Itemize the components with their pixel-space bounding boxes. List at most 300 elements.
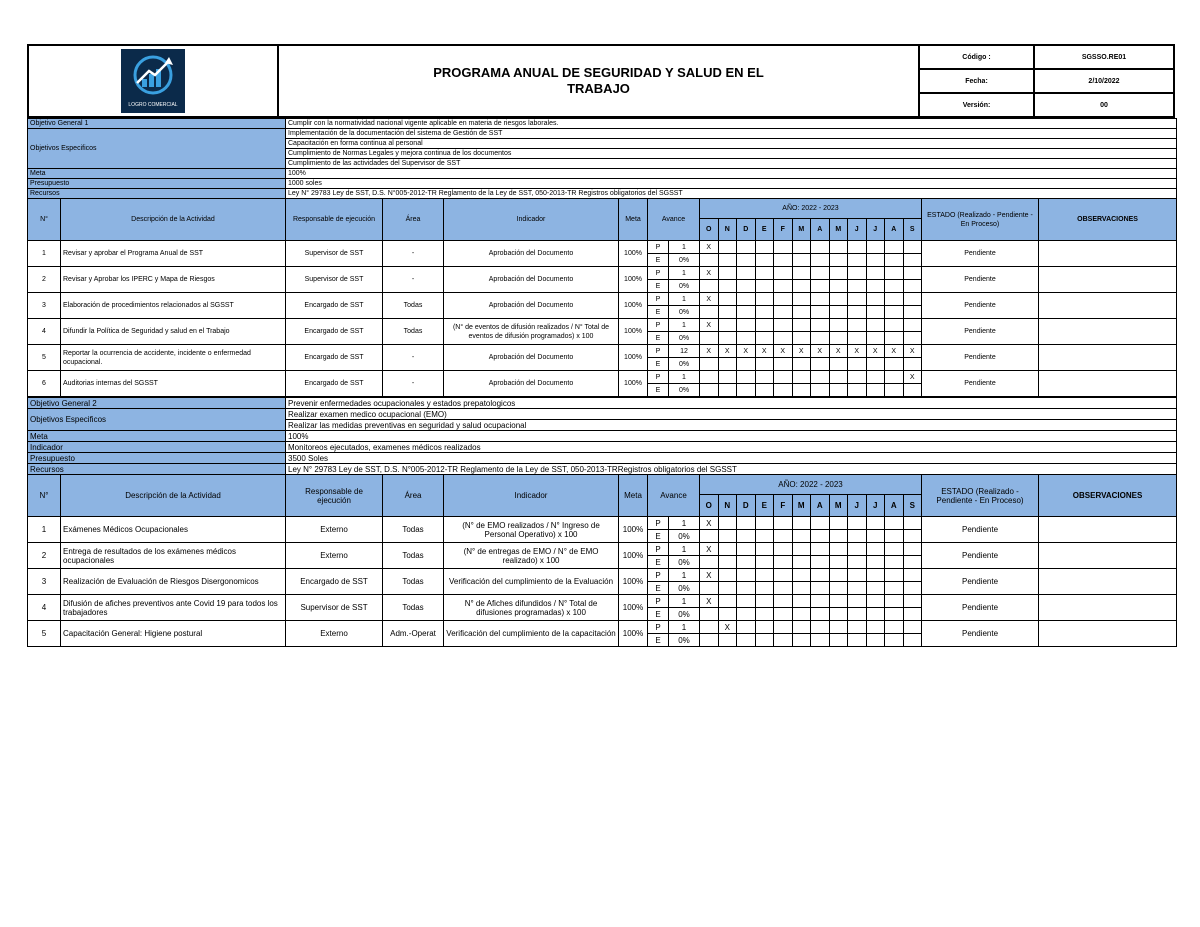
company-logo <box>121 49 185 113</box>
row-meta: 100% <box>619 241 648 267</box>
row-p-value: 1 <box>669 293 700 306</box>
row-month-mark <box>829 595 848 608</box>
row-e-value: 0% <box>669 332 700 345</box>
row-month-mark <box>848 267 867 280</box>
header-descripcion: Descripción de la Actividad <box>61 475 286 517</box>
version-label: Versión: <box>919 93 1034 117</box>
row-month-mark <box>792 371 811 384</box>
row-month-mark: X <box>866 345 885 358</box>
objetivo-general-label: Objetivo General 2 <box>28 398 286 409</box>
row-e-value: 0% <box>669 358 700 371</box>
row-month-mark <box>755 543 774 556</box>
header-observaciones: OBSERVACIONES <box>1039 199 1177 241</box>
row-area: - <box>383 267 444 293</box>
table-row <box>28 371 1177 384</box>
objetivo-especifico-item: Cumplimiento de las actividades del Supervisor de SST <box>286 159 1177 169</box>
row-e-value: 0% <box>669 582 700 595</box>
row-meta: 100% <box>619 569 648 595</box>
row-area: Todas <box>383 543 444 569</box>
row-indicador: Aprobación del Documento <box>444 293 619 319</box>
row-month-mark <box>829 319 848 332</box>
row-month-empty <box>903 634 922 647</box>
row-e-label: E <box>648 556 669 569</box>
row-month-mark: X <box>755 345 774 358</box>
row-month-mark: X <box>848 345 867 358</box>
table-row <box>28 241 1177 254</box>
objetivo-especifico-item: Capacitación en forma continua al personal <box>286 139 1177 149</box>
row-month-mark <box>774 621 793 634</box>
table-row <box>28 345 1177 358</box>
row-e-label: E <box>648 582 669 595</box>
table-row <box>28 595 1177 608</box>
row-month-empty <box>700 254 719 267</box>
row-month-mark <box>792 543 811 556</box>
presupuesto-value: 3500 Soles <box>286 453 1177 464</box>
row-month-mark <box>792 569 811 582</box>
row-month-empty <box>848 384 867 397</box>
growth-chart-icon <box>127 53 179 97</box>
row-month-mark <box>792 595 811 608</box>
header-month: S <box>903 219 922 241</box>
row-num: 2 <box>28 267 61 293</box>
header-month: O <box>700 219 719 241</box>
row-observaciones <box>1039 595 1177 621</box>
row-area: - <box>383 345 444 371</box>
row-month-mark <box>737 267 756 280</box>
row-month-empty <box>829 556 848 569</box>
row-estado: Pendiente <box>922 543 1039 569</box>
row-p-value: 1 <box>669 517 700 530</box>
row-month-mark <box>848 241 867 254</box>
row-meta: 100% <box>619 517 648 543</box>
row-month-empty <box>866 358 885 371</box>
row-month-mark: X <box>829 345 848 358</box>
row-month-empty <box>866 384 885 397</box>
row-responsable: Externo <box>286 621 383 647</box>
row-num: 5 <box>28 345 61 371</box>
header-responsable: Responsable de ejecución <box>286 475 383 517</box>
row-month-empty <box>792 358 811 371</box>
row-month-empty <box>737 556 756 569</box>
row-month-mark <box>866 517 885 530</box>
row-month-empty <box>792 582 811 595</box>
row-month-mark <box>792 517 811 530</box>
row-observaciones <box>1039 293 1177 319</box>
row-area: Todas <box>383 319 444 345</box>
recursos-value: Ley N° 29783 Ley de SST, D.S. N°005-2012-TR Reglamento de la Ley de SST, 050-2013-TRRegistros obligatorios del SGSST <box>286 464 1177 475</box>
row-month-mark <box>885 595 904 608</box>
row-month-mark <box>737 595 756 608</box>
row-meta: 100% <box>619 543 648 569</box>
table-row <box>28 293 1177 306</box>
header-month: J <box>866 495 885 517</box>
row-meta: 100% <box>619 345 648 371</box>
row-estado: Pendiente <box>922 569 1039 595</box>
row-month-empty <box>829 582 848 595</box>
row-responsable: Externo <box>286 543 383 569</box>
row-e-label: E <box>648 634 669 647</box>
row-num: 5 <box>28 621 61 647</box>
section-objetivo-1 <box>27 118 1173 397</box>
row-month-empty <box>848 530 867 543</box>
row-month-mark <box>903 241 922 254</box>
header-anio: AÑO: 2022 - 2023 <box>700 475 922 495</box>
row-month-mark <box>903 595 922 608</box>
row-month-empty <box>700 634 719 647</box>
row-month-empty <box>848 254 867 267</box>
row-p-label: P <box>648 293 669 306</box>
header-meta: Meta <box>619 475 648 517</box>
fecha-label: Fecha: <box>919 69 1034 93</box>
row-month-empty <box>903 384 922 397</box>
presupuesto-label: Presupuesto <box>28 453 286 464</box>
row-estado: Pendiente <box>922 345 1039 371</box>
row-month-mark <box>774 371 793 384</box>
row-month-mark <box>811 569 830 582</box>
row-month-mark <box>829 517 848 530</box>
header-month: E <box>755 495 774 517</box>
row-month-empty <box>792 306 811 319</box>
row-month-empty <box>829 306 848 319</box>
row-month-empty <box>885 582 904 595</box>
row-month-empty <box>737 384 756 397</box>
row-month-mark <box>885 543 904 556</box>
header-observaciones: OBSERVACIONES <box>1039 475 1177 517</box>
row-month-empty <box>737 634 756 647</box>
row-month-empty <box>885 306 904 319</box>
meta-label: Meta <box>28 169 286 179</box>
row-month-mark <box>848 569 867 582</box>
row-responsable: Externo <box>286 517 383 543</box>
row-num: 3 <box>28 569 61 595</box>
row-month-empty <box>700 384 719 397</box>
row-month-mark <box>903 569 922 582</box>
row-month-empty <box>700 530 719 543</box>
row-meta: 100% <box>619 371 648 397</box>
row-month-mark <box>755 569 774 582</box>
row-month-empty <box>755 556 774 569</box>
row-month-mark: X <box>700 267 719 280</box>
table-row <box>28 569 1177 582</box>
row-month-mark <box>885 371 904 384</box>
row-p-label: P <box>648 543 669 556</box>
row-month-mark <box>811 517 830 530</box>
row-num: 2 <box>28 543 61 569</box>
row-month-empty <box>885 332 904 345</box>
row-month-mark <box>848 543 867 556</box>
row-month-mark <box>755 267 774 280</box>
row-month-empty <box>718 608 737 621</box>
objetivo-especifico-item: Realizar las medidas preventivas en seguridad y salud ocupacional <box>286 420 1177 431</box>
program-sheet <box>27 44 1173 647</box>
header-month: D <box>737 219 756 241</box>
row-e-label: E <box>648 608 669 621</box>
header-month: O <box>700 495 719 517</box>
row-month-empty <box>718 332 737 345</box>
header-anio: AÑO: 2022 - 2023 <box>700 199 922 219</box>
row-indicador: (N° de entregas de EMO / N° de EMO realizado) x 100 <box>444 543 619 569</box>
row-month-mark <box>811 319 830 332</box>
row-month-empty <box>829 634 848 647</box>
row-responsable: Supervisor de SST <box>286 595 383 621</box>
row-p-label: P <box>648 621 669 634</box>
meta-value: 100% <box>286 169 1177 179</box>
row-area: Adm.-Operat <box>383 621 444 647</box>
header-month: M <box>829 219 848 241</box>
row-month-mark: X <box>700 319 719 332</box>
row-month-mark <box>792 267 811 280</box>
row-month-empty <box>903 582 922 595</box>
row-month-empty <box>755 582 774 595</box>
header-month: S <box>903 495 922 517</box>
row-p-value: 1 <box>669 543 700 556</box>
row-p-value: 1 <box>669 569 700 582</box>
row-num: 4 <box>28 319 61 345</box>
row-month-mark: X <box>718 621 737 634</box>
header-month: F <box>774 495 793 517</box>
row-descripcion: Exámenes Médicos Ocupacionales <box>61 517 286 543</box>
row-descripcion: Realización de Evaluación de Riesgos Disergonomicos <box>61 569 286 595</box>
section-objetivo-2 <box>27 397 1173 647</box>
row-month-mark <box>848 595 867 608</box>
row-month-empty <box>737 608 756 621</box>
row-month-mark <box>829 621 848 634</box>
row-month-empty <box>811 608 830 621</box>
row-month-mark <box>774 319 793 332</box>
row-responsable: Encargado de SST <box>286 293 383 319</box>
header-month: A <box>811 495 830 517</box>
row-p-label: P <box>648 345 669 358</box>
row-observaciones <box>1039 345 1177 371</box>
row-month-empty <box>866 634 885 647</box>
table-row <box>28 267 1177 280</box>
row-estado: Pendiente <box>922 241 1039 267</box>
recursos-label: Recursos <box>28 189 286 199</box>
row-month-mark <box>848 517 867 530</box>
row-month-mark <box>866 241 885 254</box>
row-area: Todas <box>383 517 444 543</box>
row-month-empty <box>866 530 885 543</box>
row-p-value: 1 <box>669 595 700 608</box>
row-area: Todas <box>383 569 444 595</box>
objetivo-especifico-item: Realizar examen medico ocupacional (EMO) <box>286 409 1177 420</box>
row-month-empty <box>774 332 793 345</box>
row-meta: 100% <box>619 267 648 293</box>
recursos-label: Recursos <box>28 464 286 475</box>
logo-cell <box>28 45 278 117</box>
row-p-label: P <box>648 241 669 254</box>
header-month: N <box>718 219 737 241</box>
row-month-mark: X <box>718 345 737 358</box>
row-e-value: 0% <box>669 608 700 621</box>
row-month-mark <box>792 319 811 332</box>
row-month-empty <box>866 582 885 595</box>
row-meta: 100% <box>619 621 648 647</box>
row-month-empty <box>737 332 756 345</box>
row-month-mark <box>866 293 885 306</box>
title-line-1: PROGRAMA ANUAL DE SEGURIDAD Y SALUD EN EL <box>433 65 764 80</box>
row-month-mark <box>774 267 793 280</box>
row-month-empty <box>774 254 793 267</box>
row-month-empty <box>903 306 922 319</box>
row-month-empty <box>848 306 867 319</box>
header-month: N <box>718 495 737 517</box>
row-month-mark <box>700 371 719 384</box>
row-month-mark: X <box>903 371 922 384</box>
document-header <box>27 44 1175 118</box>
row-month-empty <box>829 280 848 293</box>
row-month-empty <box>737 306 756 319</box>
header-month: M <box>829 495 848 517</box>
row-month-empty <box>885 280 904 293</box>
header-month: J <box>866 219 885 241</box>
row-month-empty <box>718 634 737 647</box>
row-month-empty <box>774 358 793 371</box>
row-month-empty <box>829 608 848 621</box>
row-estado: Pendiente <box>922 621 1039 647</box>
fecha-value: 2/10/2022 <box>1034 69 1174 93</box>
row-e-label: E <box>648 530 669 543</box>
row-month-mark <box>903 543 922 556</box>
header-area: Área <box>383 199 444 241</box>
row-indicador: Verificación del cumplimiento de la capacitación <box>444 621 619 647</box>
row-month-empty <box>774 582 793 595</box>
row-month-empty <box>755 608 774 621</box>
objetivo-general-value: Prevenir enfermedades ocupacionales y estados prepatologicos <box>286 398 1177 409</box>
row-month-empty <box>737 358 756 371</box>
row-p-value: 1 <box>669 621 700 634</box>
row-month-empty <box>792 332 811 345</box>
row-month-empty <box>700 582 719 595</box>
row-p-label: P <box>648 319 669 332</box>
row-month-mark <box>755 241 774 254</box>
row-month-mark: X <box>700 569 719 582</box>
codigo-label: Código : <box>919 45 1034 69</box>
header-month: A <box>885 219 904 241</box>
row-estado: Pendiente <box>922 595 1039 621</box>
row-month-mark <box>903 267 922 280</box>
row-month-mark <box>903 517 922 530</box>
row-month-mark: X <box>700 517 719 530</box>
row-month-empty <box>811 530 830 543</box>
row-e-label: E <box>648 280 669 293</box>
row-num: 3 <box>28 293 61 319</box>
row-month-empty <box>737 280 756 293</box>
row-month-mark <box>885 621 904 634</box>
row-month-mark: X <box>774 345 793 358</box>
row-month-empty <box>718 384 737 397</box>
row-month-empty <box>755 358 774 371</box>
row-month-empty <box>792 254 811 267</box>
row-month-empty <box>866 280 885 293</box>
row-month-empty <box>718 358 737 371</box>
recursos-value: Ley N° 29783 Ley de SST, D.S. N°005-2012-TR Reglamento de la Ley de SST, 050-2013-TR Registros obligatorios del SGSST <box>286 189 1177 199</box>
row-month-empty <box>885 358 904 371</box>
row-month-mark <box>866 621 885 634</box>
row-month-empty <box>700 280 719 293</box>
row-estado: Pendiente <box>922 293 1039 319</box>
row-estado: Pendiente <box>922 319 1039 345</box>
row-month-mark <box>811 371 830 384</box>
row-month-empty <box>903 608 922 621</box>
header-month: J <box>848 219 867 241</box>
row-p-value: 1 <box>669 267 700 280</box>
row-month-empty <box>811 556 830 569</box>
row-month-empty <box>718 556 737 569</box>
row-e-value: 0% <box>669 556 700 569</box>
table-row <box>28 319 1177 332</box>
row-month-empty <box>792 530 811 543</box>
objetivo-especifico-item: Cumplimiento de Normas Legales y mejora continua de los documentos <box>286 149 1177 159</box>
row-month-mark <box>718 517 737 530</box>
row-month-empty <box>774 384 793 397</box>
row-descripcion: Auditorias internas del SGSST <box>61 371 286 397</box>
row-indicador: N° de Afiches difundidos / N° Total de difusiones programadas) x 100 <box>444 595 619 621</box>
page-title <box>278 45 919 117</box>
row-month-empty <box>792 608 811 621</box>
row-indicador: Verificación del cumplimiento de la Evaluación <box>444 569 619 595</box>
row-month-empty <box>885 634 904 647</box>
row-indicador: (N° de EMO realizados / N° Ingreso de Personal Operativo) x 100 <box>444 517 619 543</box>
row-p-label: P <box>648 371 669 384</box>
row-month-mark <box>885 293 904 306</box>
row-month-mark <box>903 319 922 332</box>
presupuesto-value: 1000 soles <box>286 179 1177 189</box>
header-avance: Avance <box>648 199 700 241</box>
header-avance: Avance <box>648 475 700 517</box>
row-e-value: 0% <box>669 280 700 293</box>
header-month: M <box>792 495 811 517</box>
row-responsable: Encargado de SST <box>286 371 383 397</box>
row-month-empty <box>829 254 848 267</box>
row-month-mark <box>866 569 885 582</box>
row-estado: Pendiente <box>922 267 1039 293</box>
row-month-empty <box>903 280 922 293</box>
row-month-mark: X <box>700 543 719 556</box>
row-month-empty <box>885 530 904 543</box>
row-month-mark <box>774 241 793 254</box>
row-p-label: P <box>648 595 669 608</box>
row-month-mark: X <box>792 345 811 358</box>
objetivos-especificos-label: Objetivos Especificos <box>28 409 286 431</box>
row-month-empty <box>866 608 885 621</box>
title-line-2: TRABAJO <box>567 81 630 96</box>
row-month-empty <box>903 530 922 543</box>
row-month-empty <box>774 530 793 543</box>
row-month-mark <box>774 543 793 556</box>
row-month-mark <box>811 621 830 634</box>
objetivos-especificos-label: Objetivos Especificos <box>28 129 286 169</box>
table-row <box>28 517 1177 530</box>
row-month-empty <box>829 384 848 397</box>
header-descripcion: Descripción de la Actividad <box>61 199 286 241</box>
row-responsable: Encargado de SST <box>286 569 383 595</box>
row-p-label: P <box>648 517 669 530</box>
row-month-mark <box>718 267 737 280</box>
row-month-mark <box>792 241 811 254</box>
row-month-mark: X <box>700 345 719 358</box>
row-month-mark <box>829 241 848 254</box>
row-area: - <box>383 241 444 267</box>
row-indicador: Aprobación del Documento <box>444 345 619 371</box>
row-month-mark <box>885 569 904 582</box>
row-month-mark <box>829 267 848 280</box>
row-month-mark: X <box>700 241 719 254</box>
header-estado: ESTADO (Realizado - Pendiente - En Proceso) <box>922 475 1039 517</box>
row-area: Todas <box>383 595 444 621</box>
row-month-empty <box>755 634 774 647</box>
row-month-empty <box>811 280 830 293</box>
